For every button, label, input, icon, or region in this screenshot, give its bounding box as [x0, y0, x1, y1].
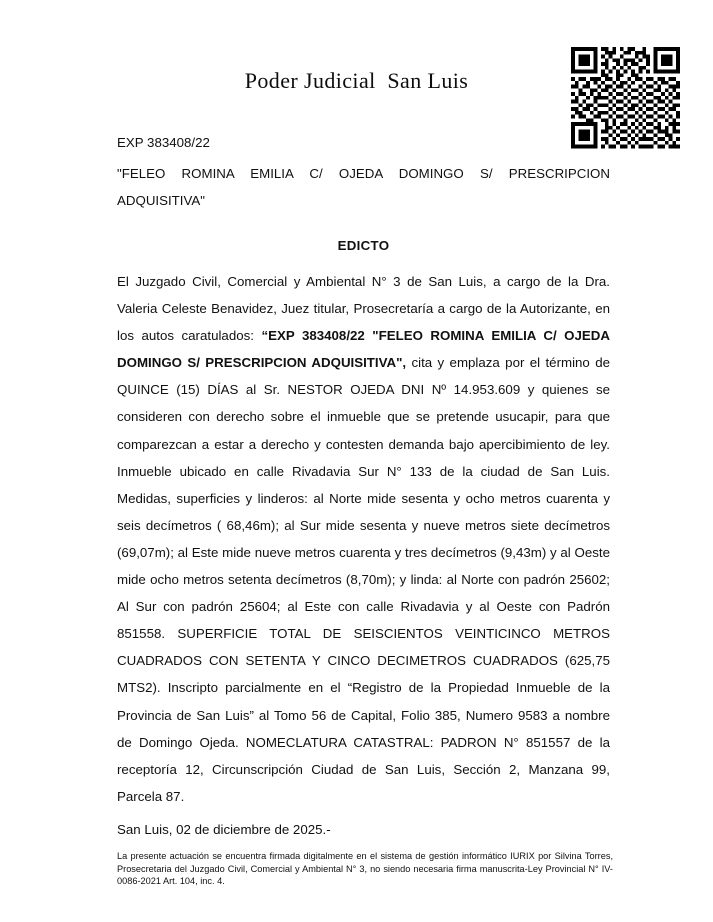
body-part-two: cita y emplaza por el término de QUINCE (15) DÍAS al Sr. NESTOR OJEDA DNI Nº 14.953.609 y quienes se consideren con derecho sobre el inmueble que se pretende usucapir, para que comparezcan a estar a derecho y contesten demanda bajo apercibimiento de ley. Inmueble ubicado en calle Rivadavia Sur N° 133 de la ciudad de San Luis. Medidas, superficies y linderos: al Norte mide sesenta y ocho metros cuarenta y seis decímetros ( 68,46m); al Sur mide sesenta y nueve metros siete decímetros (69,07m); al Este mide nueve metros cuarenta y tres decímetros (9,43m) y al Oeste mide ocho metros setenta decímetros (8,70m); y linda: al Norte con padrón 25602; Al Sur con padrón 25604; al Este con calle Rivadavia y al Oeste con Padrón 851558. SUPERFICIE TOTAL DE SEISCIENTOS VEINTICINCO METROS CUADRADOS CON SETENTA Y CINCO DECIMETROS CUADRADOS (625,75 MTS2). Inscripto parcialmente en el “Registro de la Propiedad Inmueble de la Provincia de San Luis” al Tomo 56 de Capital, Folio 385, Numero 9583 a nombre de Domingo Ojeda. NOMECLATURA CATASTRAL: PADRON N° 851557 de la receptoría 12, Circunscripción Ciudad de San Luis, Sección 2, Manzana 99, Parcela 87. [117, 355, 610, 804]
date-line: San Luis, 02 de diciembre de 2025.- [117, 822, 331, 837]
expedient-number: EXP 383408/22 [117, 135, 210, 150]
body-part-one: El Juzgado Civil, Comercial y Ambiental N° 3 de San Luis, a cargo de la Dra. Valeria Celeste Benavidez, Juez titular, Prosecretaría a cargo de la Autorizante, en los autos caratulados: [117, 274, 610, 344]
case-caption: "FELEO ROMINA EMILIA C/ OJEDA DOMINGO S/ PRESCRIPCION ADQUISITIVA" [117, 166, 610, 208]
section-title: EDICTO [337, 238, 390, 253]
digital-signature-note: La presente actuación se encuentra firmada digitalmente en el sistema de gestión informático IURIX por Silvina Torres, Prosecretaria del Juzgado Civil, Comercial y Ambiental N° 3, no siendo necesaria firma manuscrita-Ley Provincial N° IV-0086-2021 Art. 104, inc. 4. [117, 851, 613, 887]
page-title: Poder Judicial San Luis [244, 68, 469, 93]
edict-body [117, 268, 610, 810]
body-case-reference: “EXP 383408/22 "FELEO ROMINA EMILIA C/ OJEDA DOMINGO S/ PRESCRIPCION ADQUISITIVA", [117, 328, 610, 371]
